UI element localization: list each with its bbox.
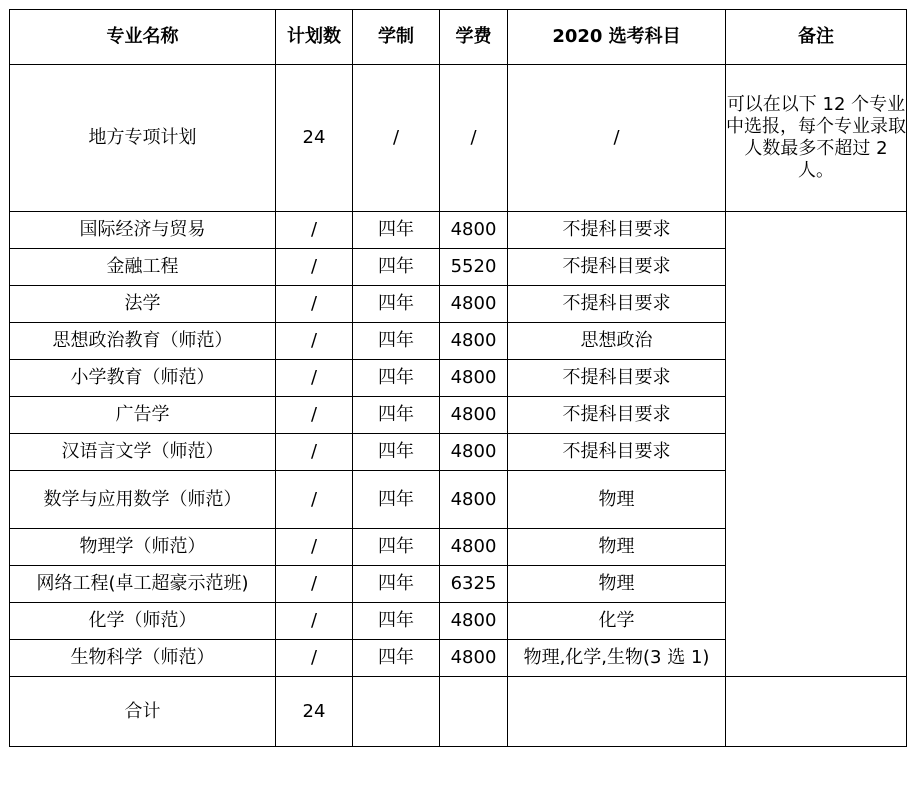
cell-major: 网络工程(卓工超豪示范班) bbox=[10, 566, 276, 603]
cell-fee: 5520 bbox=[440, 249, 508, 286]
cell-plan: / bbox=[276, 249, 353, 286]
cell-fee: 4800 bbox=[440, 323, 508, 360]
cell-duration: 四年 bbox=[353, 471, 440, 529]
total-empty-cell bbox=[508, 677, 726, 747]
cell-major: 小学教育（师范） bbox=[10, 360, 276, 397]
total-empty-cell bbox=[726, 677, 907, 747]
cell-major: 数学与应用数学（师范） bbox=[10, 471, 276, 529]
note-empty-span bbox=[726, 212, 907, 677]
cell-duration: / bbox=[353, 65, 440, 212]
cell-plan: / bbox=[276, 397, 353, 434]
cell-plan: / bbox=[276, 529, 353, 566]
cell-plan: / bbox=[276, 640, 353, 677]
cell-major: 思想政治教育（师范） bbox=[10, 323, 276, 360]
cell-fee: 6325 bbox=[440, 566, 508, 603]
table-row bbox=[10, 65, 907, 212]
cell-duration: 四年 bbox=[353, 397, 440, 434]
cell-major: 汉语言文学（师范） bbox=[10, 434, 276, 471]
cell-fee: / bbox=[440, 65, 508, 212]
cell-major: 金融工程 bbox=[10, 249, 276, 286]
cell-subjects: 化学 bbox=[508, 603, 726, 640]
cell-subjects: 不提科目要求 bbox=[508, 360, 726, 397]
cell-subjects: / bbox=[508, 65, 726, 212]
header-plan: 计划数 bbox=[276, 10, 353, 65]
cell-fee: 4800 bbox=[440, 434, 508, 471]
cell-note: 可以在以下 12 个专业中选报，每个专业录取人数最多不超过 2 人。 bbox=[726, 65, 907, 212]
cell-plan: / bbox=[276, 603, 353, 640]
cell-major: 法学 bbox=[10, 286, 276, 323]
cell-plan: / bbox=[276, 286, 353, 323]
header-row bbox=[10, 10, 907, 65]
cell-subjects: 物理 bbox=[508, 566, 726, 603]
cell-plan: 24 bbox=[276, 65, 353, 212]
cell-major: 地方专项计划 bbox=[10, 65, 276, 212]
total-empty-cell bbox=[440, 677, 508, 747]
cell-plan: / bbox=[276, 434, 353, 471]
cell-subjects: 思想政治 bbox=[508, 323, 726, 360]
cell-fee: 4800 bbox=[440, 212, 508, 249]
cell-plan: / bbox=[276, 566, 353, 603]
cell-major: 生物科学（师范） bbox=[10, 640, 276, 677]
cell-duration: 四年 bbox=[353, 640, 440, 677]
total-empty-cell bbox=[353, 677, 440, 747]
major-rows bbox=[10, 212, 907, 677]
cell-major: 物理学（师范） bbox=[10, 529, 276, 566]
cell-duration: 四年 bbox=[353, 529, 440, 566]
header-note: 备注 bbox=[726, 10, 907, 65]
cell-fee: 4800 bbox=[440, 471, 508, 529]
cell-duration: 四年 bbox=[353, 434, 440, 471]
cell-plan: / bbox=[276, 212, 353, 249]
cell-fee: 4800 bbox=[440, 640, 508, 677]
cell-major: 广告学 bbox=[10, 397, 276, 434]
cell-subjects: 不提科目要求 bbox=[508, 397, 726, 434]
cell-fee: 4800 bbox=[440, 529, 508, 566]
cell-duration: 四年 bbox=[353, 566, 440, 603]
cell-plan: / bbox=[276, 323, 353, 360]
cell-major: 化学（师范） bbox=[10, 603, 276, 640]
cell-subjects: 不提科目要求 bbox=[508, 212, 726, 249]
header-major: 专业名称 bbox=[10, 10, 276, 65]
cell-duration: 四年 bbox=[353, 212, 440, 249]
cell-duration: 四年 bbox=[353, 323, 440, 360]
table-row bbox=[10, 212, 907, 249]
cell-subjects: 不提科目要求 bbox=[508, 286, 726, 323]
cell-fee: 4800 bbox=[440, 397, 508, 434]
cell-plan: / bbox=[276, 471, 353, 529]
enrollment-plan-table bbox=[9, 9, 907, 747]
cell-fee: 4800 bbox=[440, 286, 508, 323]
cell-subjects: 不提科目要求 bbox=[508, 434, 726, 471]
total-plan: 24 bbox=[276, 677, 353, 747]
cell-duration: 四年 bbox=[353, 360, 440, 397]
cell-fee: 4800 bbox=[440, 360, 508, 397]
cell-subjects: 不提科目要求 bbox=[508, 249, 726, 286]
cell-major: 国际经济与贸易 bbox=[10, 212, 276, 249]
total-row bbox=[10, 677, 907, 747]
cell-plan: / bbox=[276, 360, 353, 397]
total-label: 合计 bbox=[10, 677, 276, 747]
cell-subjects: 物理,化学,生物(3 选 1) bbox=[508, 640, 726, 677]
cell-fee: 4800 bbox=[440, 603, 508, 640]
header-duration: 学制 bbox=[353, 10, 440, 65]
header-subjects: 2020 选考科目 bbox=[508, 10, 726, 65]
cell-duration: 四年 bbox=[353, 249, 440, 286]
cell-subjects: 物理 bbox=[508, 471, 726, 529]
cell-duration: 四年 bbox=[353, 603, 440, 640]
header-fee: 学费 bbox=[440, 10, 508, 65]
cell-subjects: 物理 bbox=[508, 529, 726, 566]
cell-duration: 四年 bbox=[353, 286, 440, 323]
